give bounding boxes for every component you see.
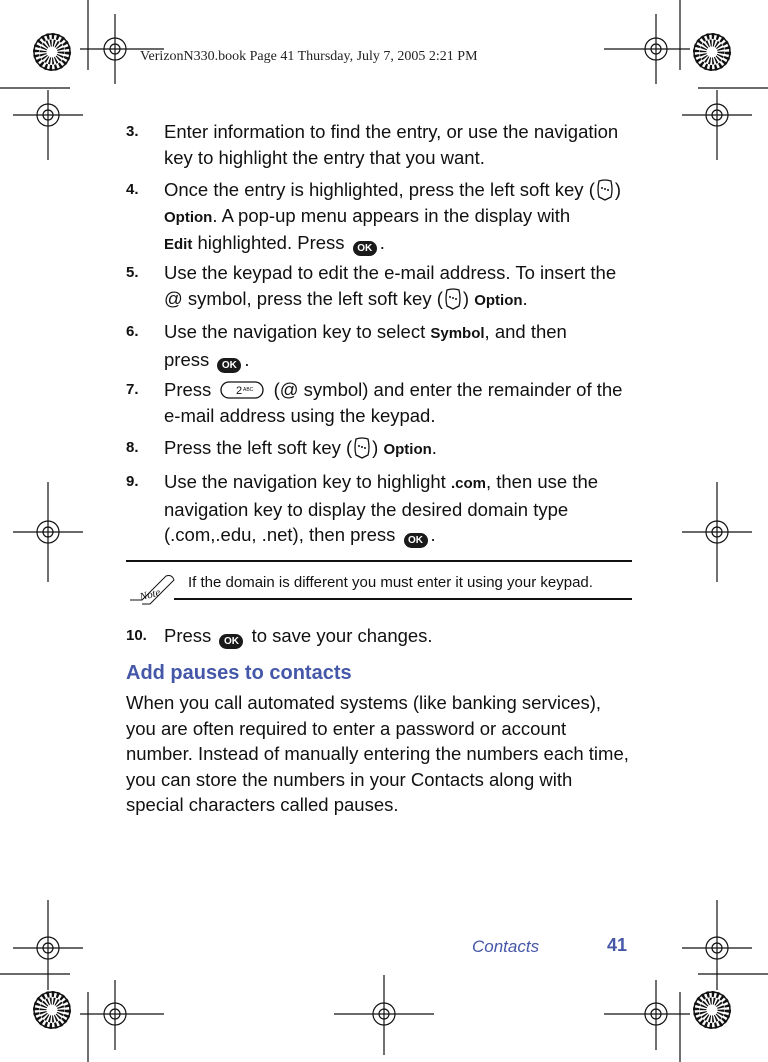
step-text: (.com,.edu, .net), then press <box>164 524 401 545</box>
note-top-rule <box>126 560 632 562</box>
option-label: Option <box>383 441 432 458</box>
step-text: . A pop-up menu appears in the display with <box>212 204 571 226</box>
star-target <box>34 34 70 70</box>
paragraph-line: you are often required to enter a password or account <box>126 717 567 739</box>
step-text: Use the navigation key to select <box>164 321 431 342</box>
star-target <box>34 992 70 1028</box>
registration-mark <box>682 90 752 160</box>
step-text: Press the left soft key ( <box>164 437 353 458</box>
registration-mark <box>13 90 83 160</box>
step-number: 10. <box>126 627 147 644</box>
key-2-digit: 2 <box>236 385 243 397</box>
paragraph-line: you can store the numbers in your Contacts along with <box>126 768 573 790</box>
star-target <box>694 34 730 70</box>
step-text: . <box>431 437 437 458</box>
step-text: to save your changes. <box>246 625 433 646</box>
step-text: @ symbol, press the left soft key ( <box>164 287 443 309</box>
note-icon <box>128 568 180 608</box>
ok-key-icon: OK <box>219 634 243 649</box>
footer-section-name: Contacts <box>472 937 540 956</box>
step-number: 7. <box>126 381 139 398</box>
step-text: Use the keypad to edit the e-mail address. To insert the <box>164 262 617 283</box>
registration-mark <box>13 482 83 582</box>
registration-mark <box>682 900 752 990</box>
registration-mark <box>604 980 690 1050</box>
step-number: 4. <box>126 181 139 198</box>
step-text: Once the entry is highlighted, press the left soft key ( <box>164 179 595 200</box>
step-text: Press <box>164 625 217 646</box>
left-soft-key-icon <box>596 179 614 201</box>
step-text: ) <box>462 287 475 309</box>
com-label: .com <box>450 475 486 492</box>
ok-key-icon: OK <box>404 533 428 548</box>
left-soft-key-icon <box>353 437 371 459</box>
paragraph-line: When you call automated systems (like banking services), <box>126 692 602 713</box>
step-number: 9. <box>126 473 139 490</box>
step-text: Press <box>164 379 217 400</box>
step-text: . <box>430 524 436 545</box>
registration-mark <box>80 980 164 1050</box>
section-title: Add pauses to contacts <box>126 662 352 684</box>
step-number: 5. <box>126 264 139 281</box>
key-2-icon <box>220 381 264 399</box>
step-text: highlighted. Press <box>192 232 350 253</box>
step-text: ) <box>614 179 622 200</box>
paragraph-line: special characters called pauses. <box>126 794 399 815</box>
note-bottom-rule <box>174 598 632 600</box>
note-text: If the domain is different you must enter it using your keypad. <box>188 574 593 591</box>
ok-key-icon: OK <box>217 358 241 373</box>
option-label: Option <box>474 291 523 309</box>
left-soft-key-icon <box>444 288 462 310</box>
paragraph-line: number. Instead of manually entering the numbers each time, <box>126 743 629 764</box>
step-text: . <box>244 348 250 370</box>
ok-key-icon: OK <box>353 241 377 256</box>
footer-page-number: 41 <box>607 935 628 955</box>
note-icon-label: Note <box>138 586 162 604</box>
step-text: e-mail address using the keypad. <box>164 404 436 426</box>
symbol-label: Symbol <box>430 325 485 342</box>
registration-mark <box>604 14 690 84</box>
registration-mark <box>334 975 434 1055</box>
step-text: Use the navigation key to highlight <box>164 471 451 492</box>
registration-mark <box>13 900 83 990</box>
step-text: key to highlight the entry that you want. <box>164 146 485 168</box>
step-text: , and then <box>484 321 567 342</box>
registration-mark <box>682 482 752 582</box>
key-2-letters: ABC <box>243 387 254 393</box>
step-text: . <box>522 287 528 309</box>
print-header: VerizonN330.book Page 41 Thursday, July 7, 2005 2:21 PM <box>140 49 478 64</box>
edit-label: Edit <box>164 236 193 253</box>
step-number: 6. <box>126 323 139 340</box>
option-label: Option <box>164 208 213 226</box>
step-text: Enter information to find the entry, or use the navigation <box>164 121 619 142</box>
step-text: . <box>379 232 385 253</box>
star-target <box>694 992 730 1028</box>
step-text: navigation key to display the desired domain type <box>164 498 569 520</box>
step-text: press <box>164 348 215 370</box>
section-paragraph <box>126 690 636 818</box>
step-text: (@ symbol) and enter the remainder of the <box>268 379 623 400</box>
step-number: 3. <box>126 123 139 140</box>
step-text: ) <box>372 437 384 458</box>
step-text: , then use the <box>485 471 599 492</box>
step-number: 8. <box>126 439 139 456</box>
